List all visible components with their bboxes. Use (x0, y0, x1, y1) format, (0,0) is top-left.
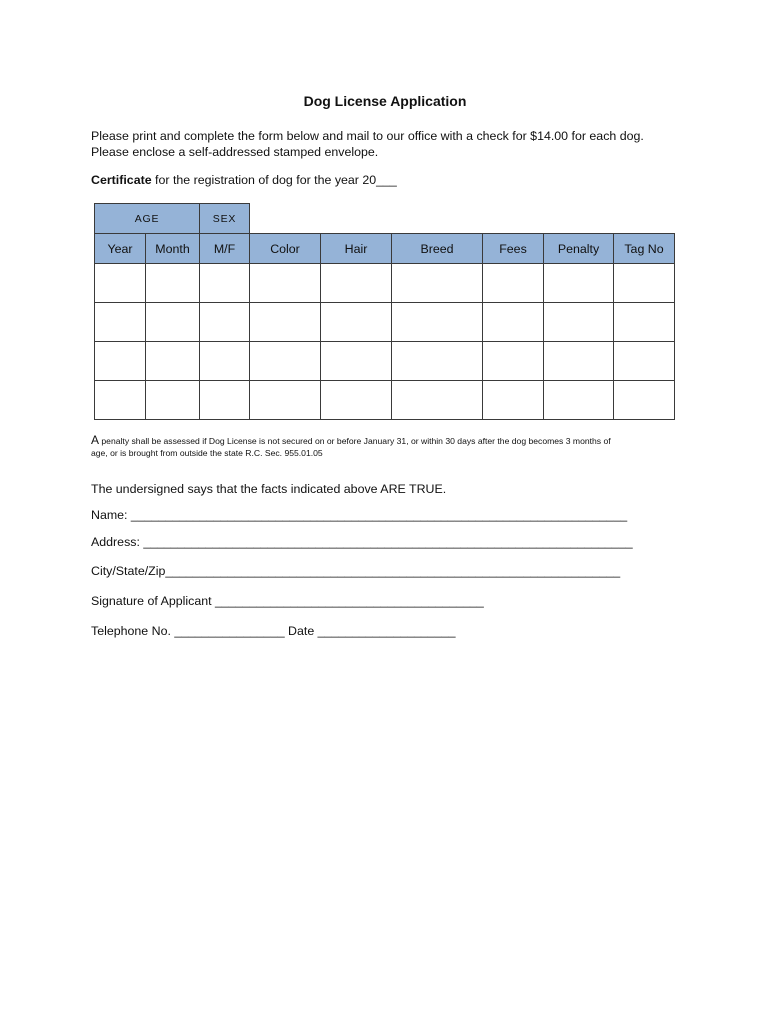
column-header-breed: Breed (392, 234, 483, 264)
table-cell[interactable] (95, 264, 146, 303)
table-cell[interactable] (146, 264, 200, 303)
table-row (95, 381, 675, 420)
penalty-notice-line-2: age, or is brought from outside the state R.C. Sec. 955.01.05 (91, 448, 323, 458)
table-cell[interactable] (392, 381, 483, 420)
table-cell[interactable] (250, 342, 321, 381)
column-header-color: Color (250, 234, 321, 264)
column-header-sex: M/F (200, 234, 250, 264)
column-header-month: Month (146, 234, 200, 264)
table-cell[interactable] (483, 342, 544, 381)
telephone-date-field[interactable]: Telephone No. ________________ Date ____________________ (91, 624, 456, 638)
instructions-line-1: Please print and complete the form below and mail to our office with a check for $14.00 for each dog. (91, 129, 644, 143)
penalty-initial-letter: A (91, 433, 100, 447)
table-cell[interactable] (544, 381, 614, 420)
column-header-fees: Fees (483, 234, 544, 264)
column-header-hair: Hair (321, 234, 392, 264)
table-cell[interactable] (200, 303, 250, 342)
table-cell[interactable] (483, 381, 544, 420)
table-row (95, 264, 675, 303)
table-cell[interactable] (483, 264, 544, 303)
table-cell[interactable] (95, 303, 146, 342)
table-cell[interactable] (544, 342, 614, 381)
address-field[interactable]: Address: _______________________________________________________________________ (91, 535, 633, 549)
table-cell[interactable] (250, 303, 321, 342)
page-title: Dog License Application (303, 93, 467, 109)
table-cell[interactable] (200, 381, 250, 420)
name-field[interactable]: Name: ________________________________________________________________________ (91, 508, 628, 522)
table-cell[interactable] (392, 342, 483, 381)
penalty-notice-line-1 (91, 434, 681, 447)
table-cell[interactable] (392, 303, 483, 342)
table-cell[interactable] (321, 342, 392, 381)
dog-registration-table (94, 203, 675, 420)
table-cell[interactable] (483, 303, 544, 342)
instructions-line-2: Please enclose a self-addressed stamped envelope. (91, 145, 379, 159)
table-cell[interactable] (146, 303, 200, 342)
table-row (95, 303, 675, 342)
table-row (95, 342, 675, 381)
table-cell[interactable] (392, 264, 483, 303)
header-spacer (250, 204, 675, 234)
penalty-notice-text: penalty shall be assessed if Dog License is not secured on or before January 31, or within 30 days after the dog becomes 3 months of (99, 436, 611, 446)
table-cell[interactable] (614, 342, 675, 381)
table-cell[interactable] (200, 264, 250, 303)
table-cell[interactable] (321, 303, 392, 342)
instructions (91, 128, 711, 160)
group-header-row (95, 204, 675, 234)
table-cell[interactable] (95, 381, 146, 420)
table-cell[interactable] (250, 381, 321, 420)
table-cell[interactable] (614, 264, 675, 303)
table-cell[interactable] (321, 381, 392, 420)
table-cell[interactable] (321, 264, 392, 303)
penalty-notice (91, 434, 681, 459)
table-cell[interactable] (614, 303, 675, 342)
column-header-tag-no: Tag No (614, 234, 675, 264)
table-cell[interactable] (614, 381, 675, 420)
declaration-statement: The undersigned says that the facts indicated above ARE TRUE. (91, 482, 447, 496)
column-header-penalty: Penalty (544, 234, 614, 264)
column-header-row (95, 234, 675, 264)
table-cell[interactable] (200, 342, 250, 381)
table-cell[interactable] (544, 303, 614, 342)
certificate-label: Certificate (91, 173, 152, 187)
table-cell[interactable] (95, 342, 146, 381)
table-cell[interactable] (146, 381, 200, 420)
table-cell[interactable] (544, 264, 614, 303)
column-header-year: Year (95, 234, 146, 264)
age-group-header: AGE (95, 204, 200, 234)
sex-group-header: SEX (200, 204, 250, 234)
city-state-zip-field[interactable]: City/State/Zip__________________________________________________________________ (91, 564, 621, 578)
certificate-line (91, 173, 397, 187)
table-cell[interactable] (146, 342, 200, 381)
table-cell[interactable] (250, 264, 321, 303)
signature-field[interactable]: Signature of Applicant _______________________________________ (91, 594, 484, 608)
certificate-text: for the registration of dog for the year 20___ (151, 173, 397, 187)
